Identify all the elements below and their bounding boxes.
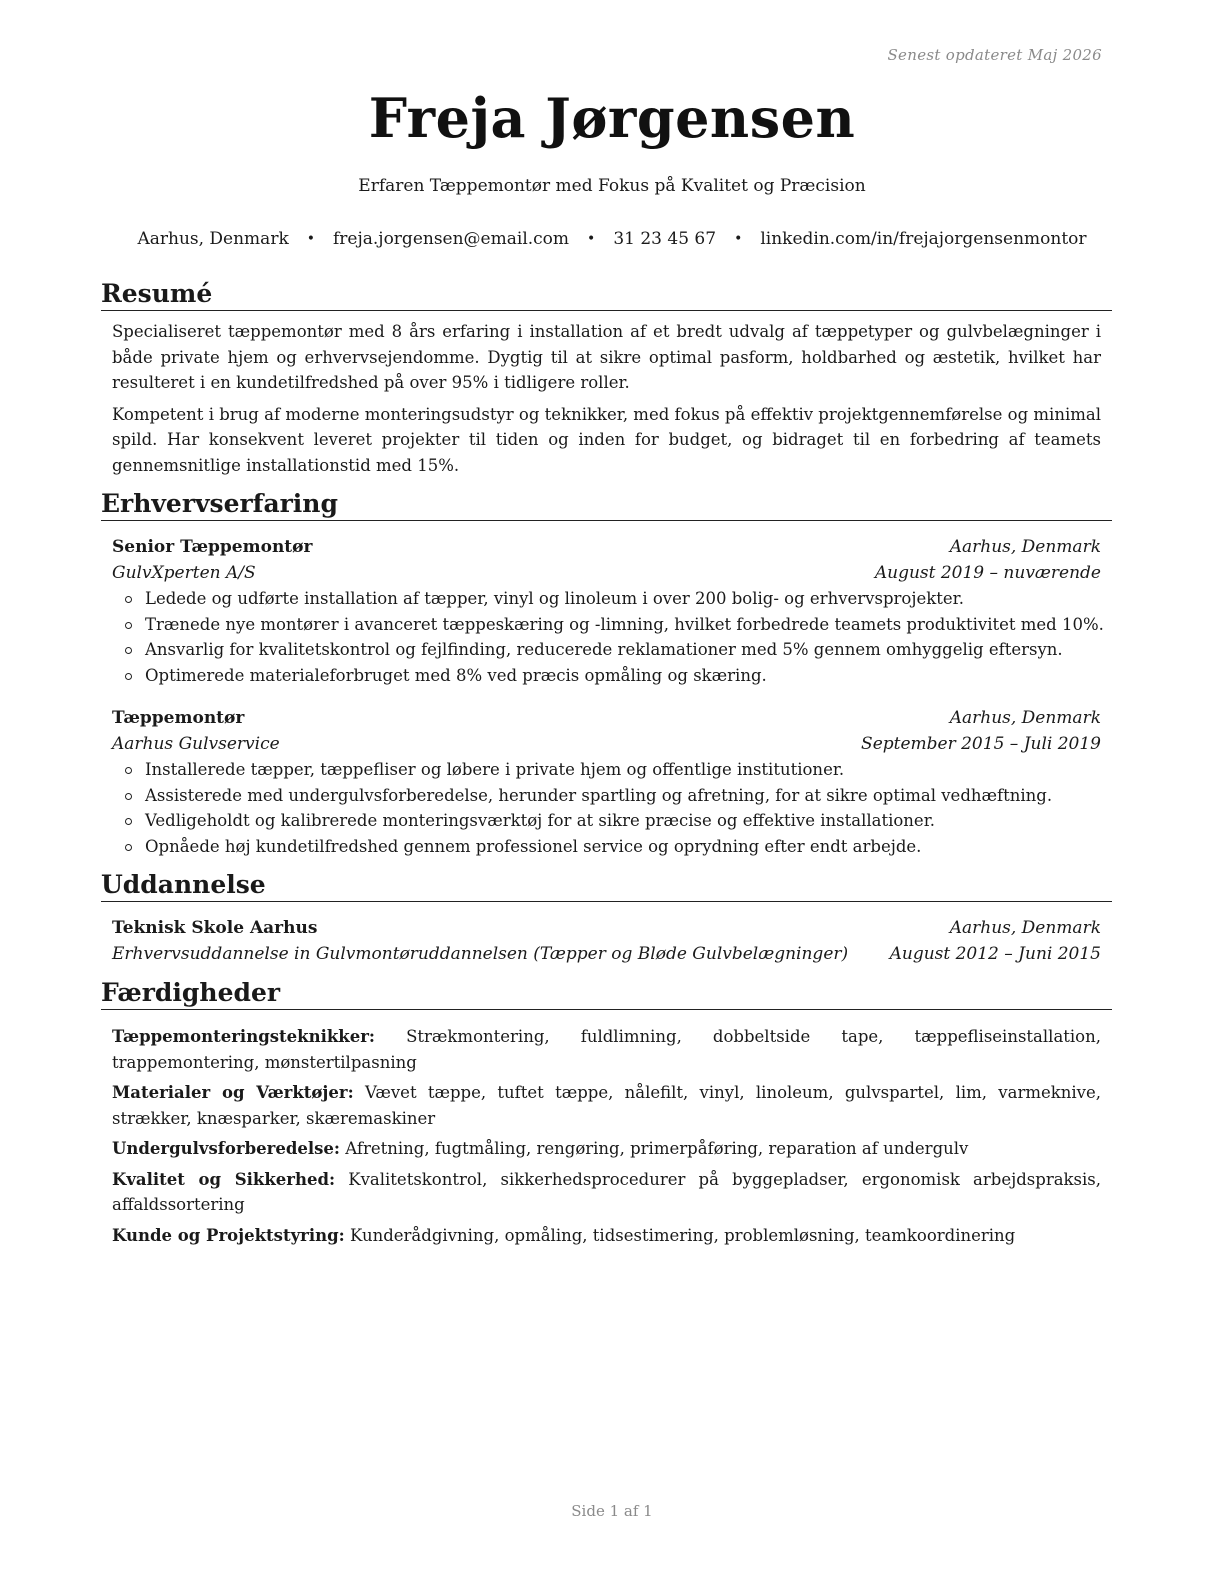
job-dates: September 2015 – Juli 2019 (861, 733, 1101, 754)
job-role: Senior Tæppemontør (112, 537, 313, 557)
section-title-experience: Erhvervserfaring (101, 488, 1112, 521)
last-updated: Senest opdateret Maj 2026 (887, 46, 1102, 64)
bullet-separator: • (306, 231, 316, 247)
job-bullets (112, 586, 1104, 688)
skill-label: Tæppemonteringsteknikker: (112, 1027, 375, 1046)
skill-text: Strækmontering, fuldlimning, dobbeltside tape, tæppefliseinstallation, trappemontering, mønstertilpasning (112, 1027, 1101, 1072)
skill-text: Afretning, fugtmåling, rengøring, primerpåføring, reparation af undergulv (345, 1139, 969, 1158)
contact-line (0, 229, 1224, 249)
job-entry (112, 706, 1101, 859)
job-location: Aarhus, Denmark (949, 537, 1101, 557)
job-role: Tæppemontør (112, 708, 245, 728)
education-dates: August 2012 – Juni 2015 (889, 943, 1101, 964)
skill-label: Kvalitet og Sikkerhed: (112, 1169, 336, 1189)
job-bullets (112, 757, 1101, 859)
list-item: Ansvarlig for kvalitetskontrol og fejlfinding, reducerede reklamationer med 5% gennem omhyggelig eftersyn. (112, 637, 1101, 663)
page-number: Side 1 af 1 (571, 1502, 653, 1520)
skill-label: Materialer og Værktøjer: (112, 1083, 354, 1102)
skill-row (112, 1136, 1101, 1162)
list-item: Vedligeholdt og kalibrerede monteringsværktøj for at sikre præcise og effektive installationer. (112, 808, 1101, 834)
list-item: Installerede tæpper, tæppefliser og løbere i private hjem og offentlige institutioner. (112, 757, 1101, 783)
job-company: GulvXperten A/S (112, 562, 256, 583)
list-item: Assisterede med undergulvsforberedelse, herunder spartling og afretning, for at sikre optimal vedhæftning. (112, 783, 1101, 809)
skill-row (112, 1167, 1101, 1218)
list-item: Optimerede materialeforbruget med 8% ved præcis opmåling og skæring. (112, 663, 1101, 689)
skill-row (112, 1223, 1101, 1249)
contact-linkedin[interactable]: linkedin.com/in/frejajorgensenmontor (760, 229, 1087, 249)
job-company: Aarhus Gulvservice (112, 733, 280, 754)
job-location: Aarhus, Denmark (949, 708, 1101, 728)
summary-paragraph: Specialiseret tæppemontør med 8 års erfaring i installation af et bredt udvalg af tæppetyper og gulvbelægninger i både private hjem og erhvervsejendomme. Dygtig til at sikre optimal pasform, holdbarhed og æstetik, hvilket har resulteret i en kundetilfredshed på over 95% i tidligere roller. (112, 322, 1101, 392)
summary-section (101, 278, 1112, 478)
education-degree: Erhvervsuddannelse in Gulvmontøruddannelsen (Tæpper og Bløde Gulvbelægninger) (112, 943, 849, 964)
list-item: Opnåede høj kundetilfredshed gennem professionel service og oprydning efter endt arbejde. (112, 834, 1101, 860)
job-entry (112, 535, 1104, 688)
list-item: Trænede nye montører i avanceret tæppeskæring og -limning, hvilket forbedrede teamets produktivitet med 10%. (112, 612, 1101, 638)
section-title-education: Uddannelse (101, 869, 1112, 902)
education-section (101, 869, 1112, 967)
section-title-summary: Resumé (101, 278, 1112, 311)
bullet-separator: • (587, 231, 596, 247)
skill-row (112, 1024, 1101, 1075)
skill-text: Kvalitetskontrol, sikkerhedsprocedurer på byggepladser, ergonomisk arbejdspraksis, affaldssortering (112, 1169, 1101, 1214)
bullet-separator: • (734, 231, 743, 247)
contact-phone: 31 23 45 67 (613, 229, 717, 249)
skills-section (101, 977, 1112, 1248)
skill-label: Kunde og Projektstyring: (112, 1225, 345, 1245)
skill-label: Undergulvsforberedelse: (112, 1139, 340, 1158)
job-dates: August 2019 – nuværende (874, 562, 1101, 583)
contact-location: Aarhus, Denmark (137, 229, 289, 249)
contact-email[interactable]: freja.jorgensen@email.com (333, 229, 570, 249)
headline: Erfaren Tæppemontør med Fokus på Kvalitet og Præcision (358, 176, 866, 196)
education-location: Aarhus, Denmark (949, 918, 1101, 938)
resume-body (101, 278, 1112, 1258)
summary-paragraph: Kompetent i brug af moderne monteringsudstyr og teknikker, med fokus på effektiv projektgennemførelse og minimal spild. Har konsekvent leveret projekter til tiden og inden for budget, og bidraget til en forbedring af teamets gennemsnitlige installationstid med 15%. (112, 404, 1101, 475)
skill-row (112, 1080, 1101, 1131)
list-item: Ledede og udførte installation af tæpper, vinyl og linoleum i over 200 bolig- og erhvervsprojekter. (112, 586, 1101, 612)
candidate-name: Freja Jørgensen (368, 86, 856, 150)
experience-section (101, 488, 1112, 859)
skill-text: Vævet tæppe, tuftet tæppe, nålefilt, vinyl, linoleum, gulvspartel, lim, varmeknive, strækker, knæsparker, skæremaskiner (112, 1083, 1101, 1128)
skill-text: Kunderådgivning, opmåling, tidsestimering, problemløsning, teamkoordinering (350, 1225, 1016, 1245)
section-title-skills: Færdigheder (101, 977, 1112, 1010)
education-school: Teknisk Skole Aarhus (112, 918, 318, 938)
